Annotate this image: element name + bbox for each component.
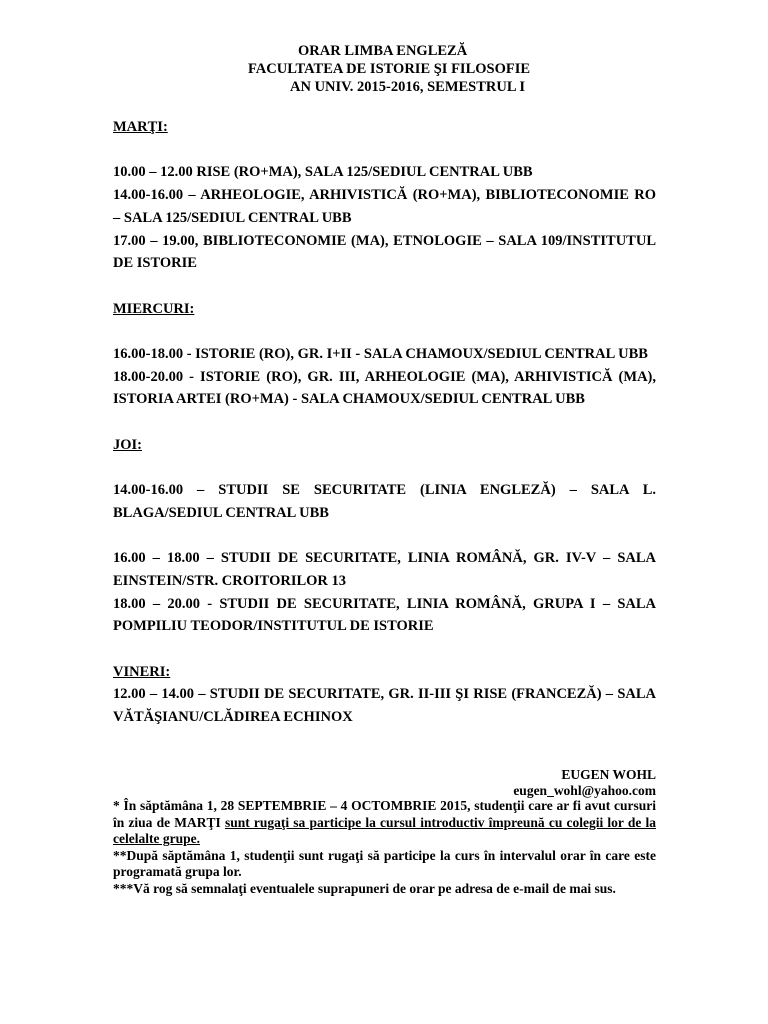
schedule-entry: 14.00-16.00 – STUDII SE SECURITATE (LINIA ENGLEZĂ) – SALA L. BLAGA/SEDIUL CENTRAL UBB (113, 482, 656, 521)
schedule-entry: 18.00 – 20.00 - STUDII DE SECURITATE, LINIA ROMÂNĂ, GRUPA I – SALA POMPILIU TEODOR/INSTITUTUL DE ISTORIE (113, 595, 656, 635)
academic-year-line: AN UNIV. 2015-2016, SEMESTRUL I (290, 79, 525, 95)
note-1-text: * În săptămâna 1, 28 SEPTEMBRIE – 4 OCTOMBRIE 2015, studenţii care ar fi avut cursuri în ziua de MARŢI (113, 798, 656, 830)
schedule-body (113, 116, 656, 729)
day-heading-marti: MARŢI: (113, 119, 168, 135)
schedule-entry: 10.00 – 12.00 RISE (RO+MA), SALA 125/SEDIUL CENTRAL UBB (113, 164, 533, 181)
signature-name: EUGEN WOHL (561, 767, 656, 782)
title-line: ORAR LIMBA ENGLEZĂ (298, 43, 468, 59)
notes-section (113, 798, 656, 898)
schedule-entry: 16.00 – 18.00 – STUDII DE SECURITATE, LINIA ROMÂNĂ, GR. IV-V – SALA EINSTEIN/STR. CROITORILOR 13 (113, 550, 656, 589)
day-heading-miercuri: MIERCURI: (113, 300, 195, 317)
schedule-entry: 16.00-18.00 - ISTORIE (RO), GR. I+II - SALA CHAMOUX/SEDIUL CENTRAL UBB (113, 345, 648, 362)
schedule-entry: 12.00 – 14.00 – STUDII DE SECURITATE, GR. II-III ŞI RISE (FRANCEZĂ) – SALA VĂTĂŞIANU/CLĂDIREA ECHINOX (113, 686, 656, 726)
note-1 (113, 798, 656, 848)
day-heading-joi: JOI: (113, 436, 142, 453)
schedule-entry: 14.00-16.00 – ARHEOLOGIE, ARHIVISTICĂ (RO+MA), BIBLIOTECONOMIE RO – SALA 125/SEDIUL CENTRAL UBB (113, 187, 656, 226)
note-3: ***Vă rog să semnalaţi eventualele suprapuneri de orar pe adresa de e-mail de mai sus. (113, 880, 616, 896)
signature-email: eugen_wohl@yahoo.com (513, 783, 656, 798)
schedule-entry: 17.00 – 19.00, BIBLIOTECONOMIE (MA), ETNOLOGIE – SALA 109/INSTITUTUL DE ISTORIE (113, 232, 656, 272)
day-heading-vineri: VINERI: (113, 663, 171, 680)
schedule-entry: 18.00-20.00 - ISTORIE (RO), GR. III, ARHEOLOGIE (MA), ARHIVISTICĂ (MA), ISTORIA ARTEI (RO+MA) - SALA CHAMOUX/SEDIUL CENTRAL UBB (113, 368, 656, 408)
note-2: **După săptămâna 1, studenţii sunt rugaţi să participe la curs în intervalul orar în care este programată grupa lor. (113, 847, 656, 880)
note-1-underlined: sunt rugaţi sa participe la cursul introductiv împreună cu colegii lor de la celelalte grupe. (113, 814, 657, 847)
faculty-line: FACULTATEA DE ISTORIE ŞI FILOSOFIE (248, 61, 531, 77)
document-header (0, 42, 768, 96)
